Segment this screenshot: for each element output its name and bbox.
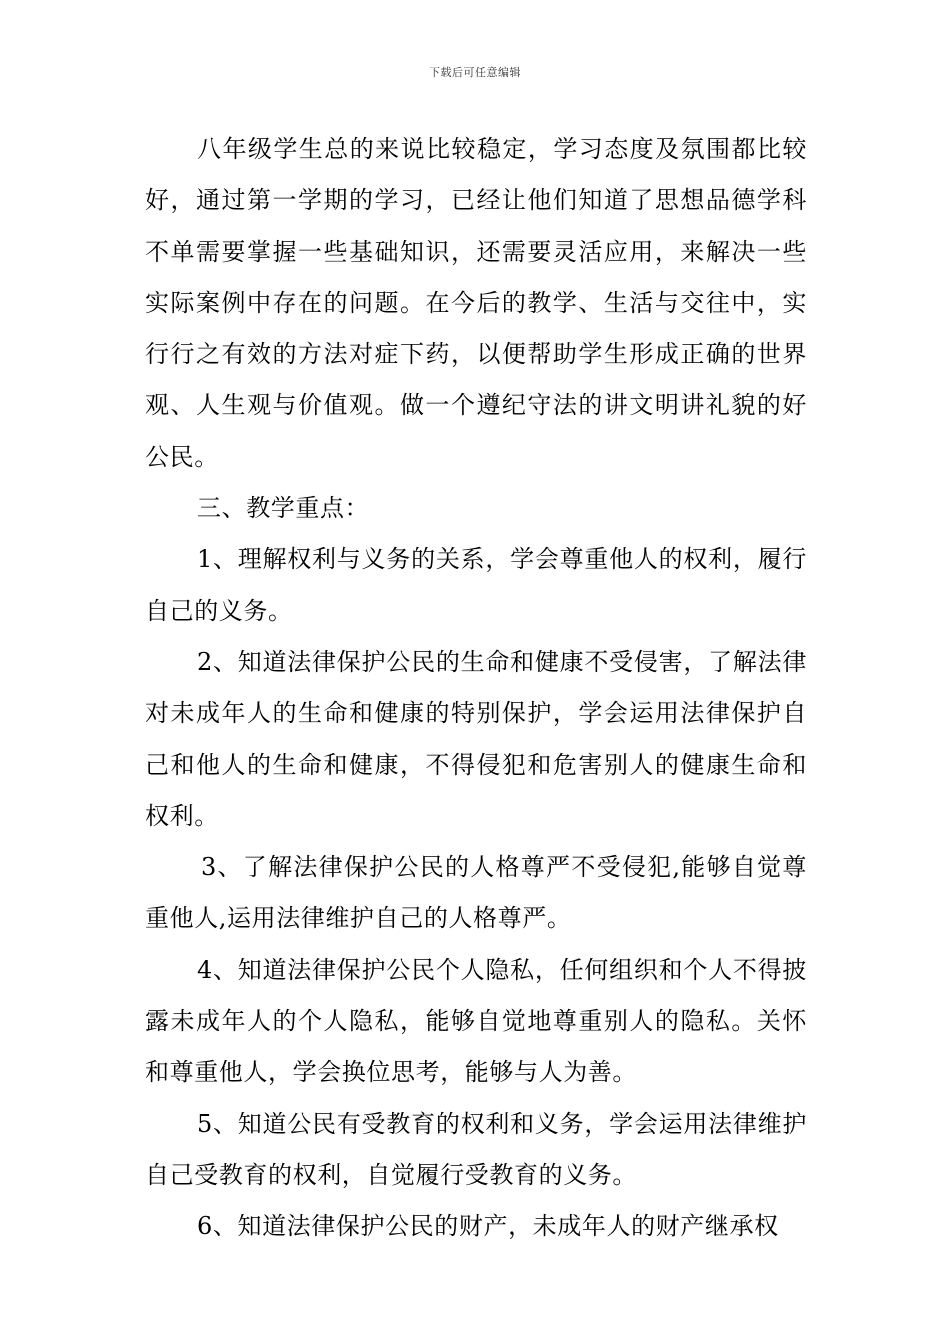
focus-item-4: 4、知道法律保护公民个人隐私，任何组织和个人不得披露未成年人的个人隐私，能够自觉地尊重别人的隐私。关怀和尊重他人，学会换位思考，能够与人为善。 [145,955,807,1087]
focus-item-5: 5、知道公民有受教育的权利和义务，学会运用法律维护自己受教育的权利，自觉履行受教育的义务。 [145,1109,807,1189]
focus-item-1: 1、理解权利与义务的关系，学会尊重他人的权利，履行自己的义务。 [145,545,807,625]
paragraph-student-overview: 八年级学生总的来说比较稳定，学习态度及氛围都比较好，通过第一学期的学习，已经让他们知道了思想品德学科不单需要掌握一些基础知识，还需要灵活应用，来解决一些实际案例中存在的问题。在今后的教学、生活与交往中，实行行之有效的方法对症下药，以便帮助学生形成正确的世界观、人生观与价值观。做一个遵纪守法的讲文明讲礼貌的好公民。 [145,135,807,471]
focus-item-2: 2、知道法律保护公民的生命和健康不受侵害，了解法律对未成年人的生命和健康的特别保护，学会运用法律保护自己和他人的生命和健康，不得侵犯和危害别人的健康生命和权利。 [145,647,807,830]
page-header-note: 下载后可任意编辑 [429,66,521,79]
document-body [145,124,807,1253]
focus-item-3: 3、了解法律保护公民的人格尊严不受侵犯,能够自觉尊重他人,运用法律维护自己的人格尊严。 [145,853,807,933]
section-heading-teaching-focus: 三、教学重点： [197,494,370,523]
focus-item-6: 6、知道法律保护公民的财产，未成年人的财产继承权 [197,1212,779,1241]
